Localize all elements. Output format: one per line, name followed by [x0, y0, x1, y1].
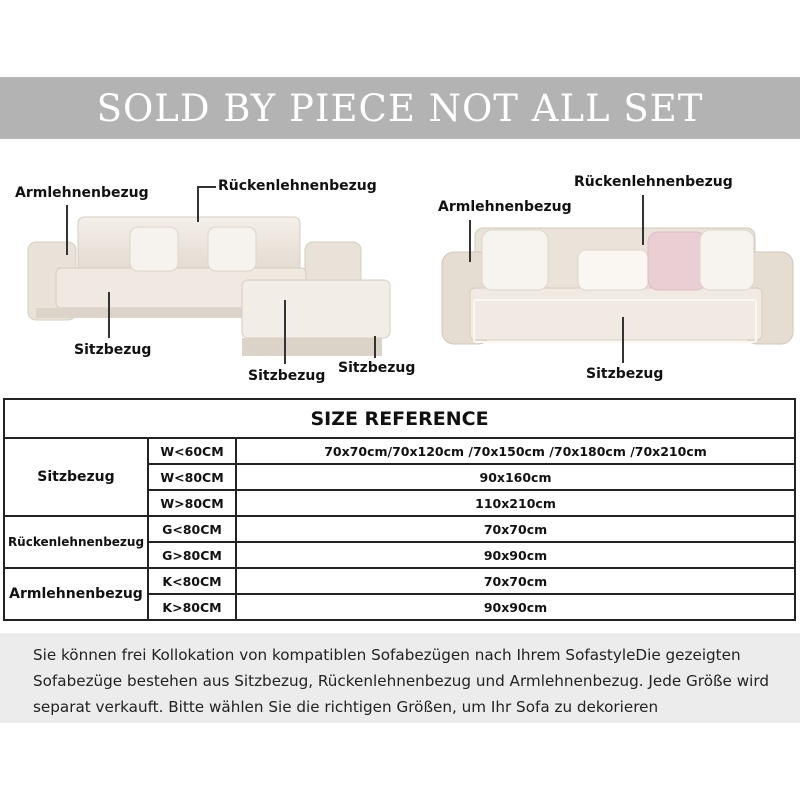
left-seat-leader-3	[374, 336, 376, 358]
left-backrest-leader-v	[197, 186, 199, 222]
size-condition: W<80CM	[148, 464, 236, 490]
right-backrest-label: Rückenlehnenbezug	[574, 174, 733, 190]
size-value: 90x90cm	[236, 594, 795, 620]
group-sitzbezug: Sitzbezug	[4, 438, 148, 516]
size-condition: W<60CM	[148, 438, 236, 464]
table-header-row	[4, 399, 795, 438]
size-value: 70x70cm/70x120cm /70x150cm /70x180cm /70x210cm	[236, 438, 795, 464]
banner-title: SOLD BY PIECE NOT ALL SET	[96, 86, 704, 130]
right-seat-leader	[622, 317, 624, 363]
left-armrest-label: Armlehnenbezug	[15, 185, 149, 201]
size-value: 70x70cm	[236, 516, 795, 542]
size-condition: G<80CM	[148, 516, 236, 542]
right-backrest-leader	[642, 195, 644, 245]
size-condition: K<80CM	[148, 568, 236, 594]
table-row	[4, 438, 795, 464]
size-condition: K>80CM	[148, 594, 236, 620]
size-value: 90x90cm	[236, 542, 795, 568]
left-backrest-label: Rückenlehnenbezug	[218, 178, 377, 194]
size-condition: W>80CM	[148, 490, 236, 516]
description-footer	[0, 633, 800, 723]
right-sofa-image	[400, 160, 800, 390]
left-backrest-leader-h	[198, 186, 216, 188]
left-seat-leader-1	[108, 292, 110, 338]
table-row	[4, 568, 795, 594]
size-value: 110x210cm	[236, 490, 795, 516]
table-row	[4, 516, 795, 542]
left-seat-label-3: Sitzbezug	[338, 360, 416, 376]
left-seat-label-2: Sitzbezug	[248, 368, 326, 384]
left-seat-leader-2	[284, 300, 286, 364]
size-reference-table	[3, 398, 796, 621]
right-seat-label: Sitzbezug	[586, 366, 664, 382]
title-banner	[0, 77, 800, 139]
group-armlehnenbezug: Armlehnenbezug	[4, 568, 148, 620]
size-condition: G>80CM	[148, 542, 236, 568]
description-text: Sie können frei Kollokation von kompatiblen Sofabezügen nach Ihrem SofastyleDie gezeigten Sofabezüge bestehen aus Sitzbezug, Rückenlehnenbezug und Armlehnenbezug. Jede Größe wird separat verkauft. Bitte wählen Sie die richtigen Größen, um Ihr Sofa zu dekorieren	[33, 646, 769, 716]
size-value: 90x160cm	[236, 464, 795, 490]
left-armrest-leader	[66, 205, 68, 255]
size-value: 70x70cm	[236, 568, 795, 594]
right-armrest-leader	[469, 220, 471, 262]
group-rueckenlehnenbezug: Rückenlehnenbezug	[4, 516, 148, 568]
left-seat-label-1: Sitzbezug	[74, 342, 152, 358]
right-armrest-label: Armlehnenbezug	[438, 199, 572, 215]
table-title: SIZE REFERENCE	[4, 399, 795, 438]
sofa-illustration	[0, 160, 800, 390]
